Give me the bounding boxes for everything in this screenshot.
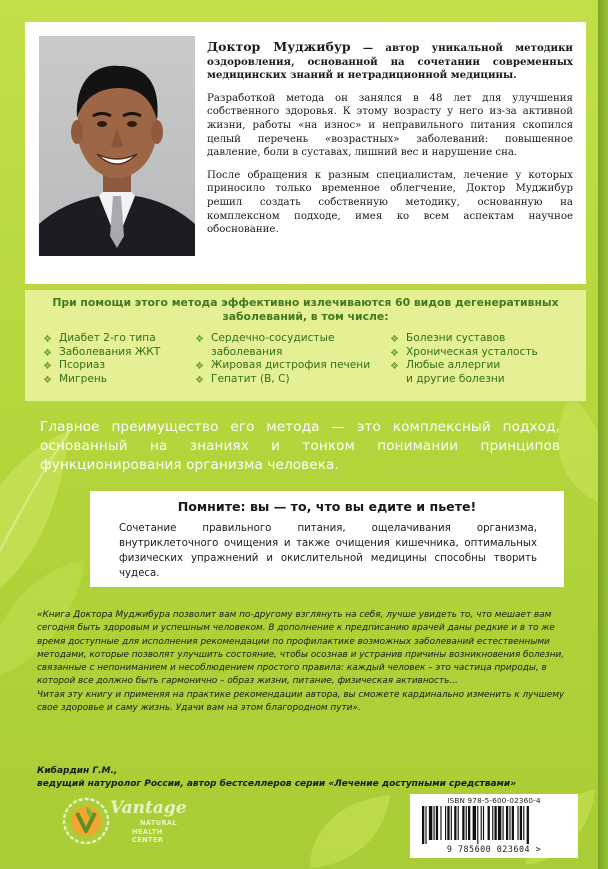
bio-intro [207, 40, 573, 83]
disease-item-continued: заболевания [211, 345, 283, 358]
logo-wordmark: Vantage [110, 798, 187, 818]
barcode-bar [454, 806, 456, 840]
author-panel [25, 22, 586, 284]
barcode-bar [488, 806, 490, 840]
barcode-bar [445, 806, 446, 840]
barcode-bar [477, 806, 478, 844]
barcode-bar [523, 806, 524, 840]
barcode-bar [494, 806, 496, 840]
leaf-bullet-icon: ❖ [390, 361, 399, 373]
vantage-emblem-icon [60, 795, 112, 847]
barcode-digits: 9 785600 023604 > [446, 844, 542, 854]
disease-item: ❖ Болезни суставов [390, 332, 506, 345]
barcode-bar [440, 806, 441, 840]
bio-intro-text: — автор уникальной методики оздоровления, основанной на сочетании современных медицинских знаний и нетрадиционной медицины. [207, 42, 573, 82]
logo-line-2: HEALTH CENTER [132, 828, 164, 844]
barcode-bar [520, 806, 522, 840]
author-photo [39, 36, 195, 256]
barcode-bar [468, 806, 470, 840]
book-spine-edge [598, 0, 608, 869]
disease-item: ❖ Сердечно-сосудистые [195, 332, 335, 345]
barcode-bar [512, 806, 514, 840]
leaf-bullet-icon: ❖ [43, 361, 52, 373]
disease-item: ❖ Жировая дистрофия печени [195, 359, 371, 373]
leaf-bullet-icon: ❖ [195, 361, 204, 373]
disease-item: ❖ Любые аллергии [390, 359, 501, 373]
diseases-column-3 [390, 332, 580, 386]
quote-paragraph-2: Читая эту книгу и применяя на практике рекомендации автора, вы сможете кардинально изменить к лучшему свое здоровье и саму жизнь. Удачи вам на этом благородном пути». [37, 689, 565, 714]
barcode-bar [492, 806, 493, 840]
bio-paragraph-2: После обращения к разным специалистам, лечение у которых приносило только временное облегчение, Доктор Муджибур решил создать собственную методику, основанную на комплексном подходе, имея ко всем аспектам научное обоснование. [207, 169, 573, 236]
barcode-bar [434, 806, 435, 840]
disease-item: ❖ Гепатит (В, С) [195, 372, 290, 386]
disease-item-continued: и другие болезни [406, 372, 505, 385]
remember-text: Сочетание правильного питания, ощелачивания организма, внутриклеточного очищения и также очищения кишечника, оптимальных физических упражнений и окислительной медицины способны творить чудеса. [119, 523, 537, 579]
signature-name: Кибардин Г.М., [37, 766, 118, 776]
barcode-bar [462, 806, 464, 840]
leaf-bullet-icon: ❖ [390, 347, 399, 359]
review-signature [37, 765, 579, 791]
diseases-column-1 [43, 332, 183, 386]
leaf-decoration-bottom [300, 790, 400, 869]
diseases-title: При помощи этого метода эффективно излечиваются 60 видов дегенеративных заболеваний, в том числе: [52, 296, 559, 323]
publisher-logo [60, 795, 190, 851]
remember-title: Помните: вы — то, что вы едите и пьете! [177, 499, 477, 514]
diseases-panel [25, 290, 586, 401]
barcode-bar [517, 806, 518, 840]
barcode-bar [425, 806, 426, 844]
barcode-bar [481, 806, 482, 840]
remember-box [90, 491, 564, 587]
barcode-bar [429, 806, 432, 840]
isbn-barcode [410, 794, 578, 858]
author-bio [207, 40, 573, 246]
quote-paragraph-1: «Книга Доктора Муджибура позволит вам по-другому взглянуть на себя, лучше увидеть то, что мешает вам сегодня быть здоровым и успешным человеком. В дополнение к предписанию врачей даны редкие и в то же время доступные для исполнения рекомендации по профилактике возможных заболеваний естественными методами, которые позволят улучшить состояние, чтобы осознав и устранив причины возникновения болезни, связанные с непониманием и несоблюдением простого правила: каждый человек – это частица природы, в которой все должно быть гармонично – образ жизни, питание, физическая активность... [37, 610, 565, 687]
barcode-bar [509, 806, 510, 840]
leaf-bullet-icon: ❖ [43, 334, 52, 345]
main-claim: Главное преимущество его метода — это комплексный подход, основанный на знаниях и тонком понимании принципов функционирования организма человека. [40, 419, 560, 473]
barcode-bar [483, 806, 484, 840]
leaf-bullet-icon: ❖ [43, 374, 52, 386]
disease-item: ❖ Заболевания ЖКТ [43, 345, 161, 359]
leaf-bullet-icon: ❖ [390, 334, 399, 345]
leaf-bullet-icon: ❖ [43, 347, 52, 359]
barcode-bar [498, 806, 501, 840]
barcode-bar [503, 806, 504, 840]
diseases-column-2 [195, 332, 385, 386]
disease-item: ❖ Мигрень [43, 372, 108, 386]
barcode-bar [458, 806, 459, 840]
signature-title: ведущий натуролог России, автор бестселлеров серии «Лечение доступными средствами» [37, 779, 517, 789]
disease-item: ❖ Хроническая усталость [390, 345, 538, 359]
logo-line-1: NATURAL [140, 819, 178, 827]
barcode-bar [506, 806, 508, 840]
barcode-bars [422, 806, 570, 844]
disease-item: ❖ Псориаз [43, 359, 106, 373]
leaf-bullet-icon: ❖ [195, 334, 204, 345]
barcode-bar [527, 806, 529, 844]
author-name: Доктор Муджибур [207, 39, 351, 54]
disease-item: ❖ Диабет 2-го типа [43, 332, 156, 345]
isbn-number: ISBN 978-5-600-02360-4 [447, 796, 541, 805]
barcode-bar [447, 806, 449, 840]
barcode-bar [436, 806, 438, 840]
bio-paragraph-1: Разработкой метода он занялся в 48 лет для улучшения собственного здоровья. К этому возрасту у него из-за активной жизни, работы «на износ» и неправильного питания скопился целый перечень «возрастных» заболеваний: повышенное давление, боли в суставах, лишний вес и нарушение сна. [207, 92, 573, 159]
barcode-bar [466, 806, 467, 840]
barcode-bar [473, 806, 476, 840]
barcode-bar [451, 806, 452, 840]
barcode-bar [422, 806, 424, 844]
leaf-bullet-icon: ❖ [195, 374, 204, 386]
review-quote [37, 609, 579, 715]
